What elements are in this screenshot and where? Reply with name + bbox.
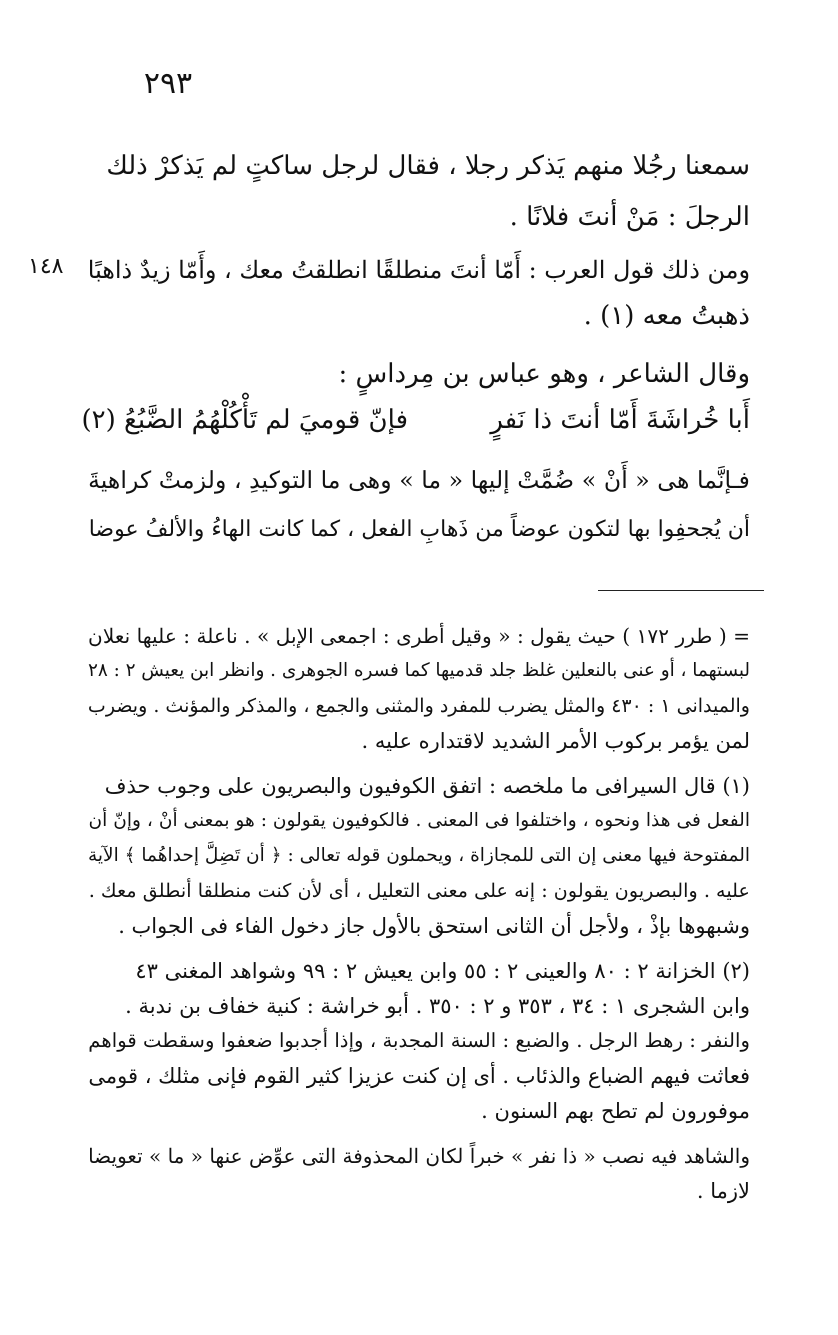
footnote-line: الفعل فى هذا ونحوه ، واختلفوا فى المعنى . فالكوفيون يقولون : هو بمعنى أنْ ، وإنّ أن xyxy=(88,810,750,831)
verse-first-hemistich: أَبا خُراشَةَ أَمّا أنتَ ذا نَفرٍ xyxy=(490,405,750,435)
footnote-line: (١) قال السيرافى ما ملخصه : اتفق الكوفيون والبصريون على وجوب حذف xyxy=(104,774,750,798)
main-text-line: الرجلَ : مَنْ أنتَ فلانًا . xyxy=(509,202,750,232)
footnote-line: لبستهما ، أو عنى بالنعلين غلظ جلد قدميها كما فسره الجوهرى . وانظر ابن يعيش ٢ : ٢٨ xyxy=(88,660,750,681)
footnote-line: والميدانى ١ : ٤٣٠ والمثل يضرب للمفرد والمثنى والجمع ، والمذكر والمؤنث . ويضرب xyxy=(87,695,750,717)
footnote-line: والنفر : رهط الرجل . والضبع : السنة المجدبة ، وإذا أجدبوا ضعفوا وسقطت قواهم xyxy=(88,1029,750,1052)
margin-reference-number: ١٤٨ xyxy=(28,254,64,279)
footnote-line: فعاثت فيهم الضباع والذئاب . أى إن كنت عزيزا كثير القوم فإنى مثلك ، قومى xyxy=(88,1064,750,1088)
main-text-line: فـإنَّما هى « أَنْ » ضُمَّتْ إليها « ما » وهى ما التوكيدِ ، ولزمتْ كراهيةَ xyxy=(88,466,750,494)
footnote-line: والشاهد فيه نصب « ذا نفر » خبراً لكان المحذوفة التى عوِّض عنها « ما » تعويضا xyxy=(88,1144,750,1168)
main-text-line: ذهبتُ معه (١) . xyxy=(583,301,750,331)
footnote-line: المفتوحة فيها معنى إن التى للمجازاة ، ويحملون قوله تعالى : ﴿ أن تَضِلَّ إحداهُما ﴾ الآية xyxy=(87,845,750,866)
footnote-line: وابن الشجرى ١ : ٣٤ ، ٣٥٣ و ٢ : ٣٥٠ . أبو خراشة : كنية خفاف بن ندبة . xyxy=(125,994,750,1018)
main-text-line: وقال الشاعر ، وهو عباس بن مِرداسٍ : xyxy=(338,359,750,389)
page-number: ٢٩٣ xyxy=(143,66,193,101)
footnote-line: موفورون لم تطح بهم السنون . xyxy=(481,1099,750,1123)
main-text-line: ومن ذلك قول العرب : أَمّا أنتَ منطلقًا انطلقتُ معك ، وأَمّا زيدٌ ذاهبًا xyxy=(87,256,750,284)
main-text-line: سمعنا رجُلا منهم يَذكر رجلا ، فقال لرجل ساكتٍ لم يَذكرْ ذلك xyxy=(106,151,750,181)
footnote-line: (٢) الخزانة ٢ : ٨٠ والعينى ٢ : ٥٥ وابن يعيش ٢ : ٩٩ وشواهد المغنى ٤٣ xyxy=(135,959,750,983)
footnote-line: عليه . والبصريون يقولون : إنه على معنى التعليل ، أى لأن كنت منطلقا أنطلق معك . xyxy=(88,879,750,902)
footnote-line: = ( طرر ١٧٢ ) حيث يقول : « وقيل أطرى : اجمعى الإبل » . ناعلة : عليها نعلان xyxy=(88,624,750,648)
footnote-line: لمن يؤمر بركوب الأمر الشديد لاقتداره عليه . xyxy=(361,729,750,753)
footnote-line: وشبهوها بإذْ ، ولأجل أن الثانى استحق بالأول جاز دخول الفاء فى الجواب . xyxy=(118,914,750,938)
main-text-line: أن يُجحفِوا بها لتكون عوضاً من ذَهابِ الفعل ، كما كانت الهاءُ والألفُ عوضا xyxy=(88,517,750,542)
footnote-line: لازما . xyxy=(696,1179,750,1203)
footnote-separator xyxy=(598,590,764,591)
verse-second-hemistich: فإنّ قوميَ لم تَأْكُلْهُمُ الضَّبُعُ (٢) xyxy=(81,405,408,435)
